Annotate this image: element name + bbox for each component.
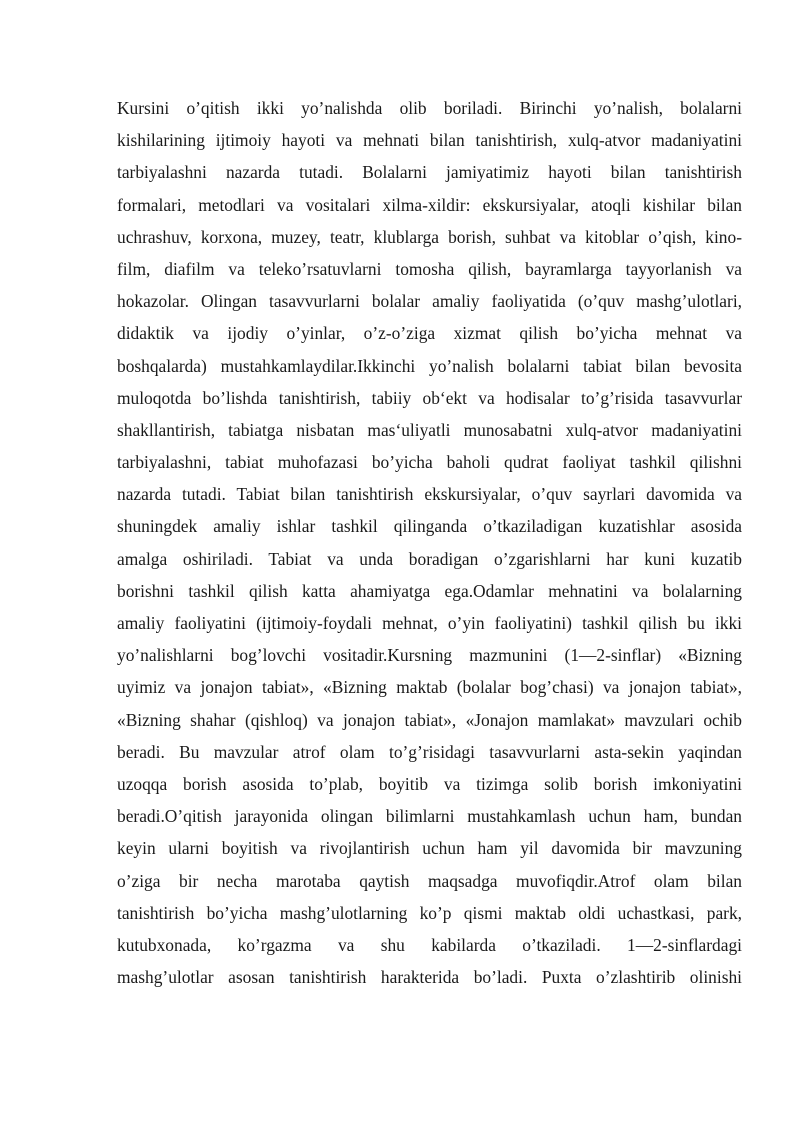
text-line: o’ziga bir necha marotaba qaytish maqsadga muvofiqdir.Atrof olam bilan xyxy=(117,870,742,891)
text-line: kishilarining ijtimoiy hayoti va mehnati bilan tanishtirish, xulq-atvor madaniyatini xyxy=(117,130,742,151)
text-line: boshqalarda) mustahkamlaydilar.Ikkinchi yo’nalish bolalarni tabiat bilan bevosita xyxy=(117,355,742,376)
text-line: mashg’ulotlar asosan tanishtirish harakterida bo’ladi. Puxta o’zlashtirib olinishi xyxy=(117,967,742,988)
text-line: tarbiyalashni nazarda tutadi. Bolalarni jamiyatimiz hayoti bilan tanishtirish xyxy=(117,162,742,183)
text-line: Kursini o’qitish ikki yo’nalishda olib boriladi. Birinchi yo’nalish, bolalarni xyxy=(117,98,742,118)
text-line: formalari, metodlari va vositalari xilma-xildir: ekskursiyalar, atoqli kishilar bilan xyxy=(117,194,742,215)
text-line: keyin ularni boyitish va rivojlantirish uchun ham yil davomida bir mavzuning xyxy=(117,838,742,859)
text-line: uchrashuv, korxona, muzey, teatr, klublarga borish, suhbat va kitoblar o’qish, kino- xyxy=(117,226,742,247)
text-line: beradi. Bu mavzular atrof olam to’g’risidagi tasavvurlarni asta-sekin yaqindan xyxy=(117,741,742,762)
text-line: muloqotda bo’lishda tanishtirish, tabiiy ob‘ekt va hodisalar to’g’risida tasavvurlar xyxy=(117,387,742,408)
text-line: amalga oshiriladi. Tabiat va unda boradigan o’zgarishlarni har kuni kuzatib xyxy=(117,548,742,569)
text-line: «Bizning shahar (qishloq) va jonajon tabiat», «Jonajon mamlakat» mavzulari ochib xyxy=(117,709,742,730)
text-line: hokazolar. Olingan tasavvurlarni bolalar amaliy faoliyatida (o’quv mashg’ulotlari, xyxy=(117,291,742,312)
text-line: tarbiyalashni, tabiat muhofazasi bo’yicha baholi qudrat faoliyat tashkil qilishni xyxy=(117,452,742,473)
text-line: uzoqqa borish asosida to’plab, boyitib va tizimga solib borish imkoniyatini xyxy=(117,773,742,794)
text-line: yo’nalishlarni bog’lovchi vositadir.Kursning mazmunini (1—2-sinflar) «Bizning xyxy=(117,645,742,666)
text-line: shakllantirish, tabiatga nisbatan mas‘uliyatli munosabatni xulq-atvor madaniyatini xyxy=(117,419,742,440)
text-line: kutubxonada, ko’rgazma va shu kabilarda o’tkaziladi. 1—2-sinflardagi xyxy=(117,934,742,955)
text-line: beradi.O’qitish jarayonida olingan bilimlarni mustahkamlash uchun ham, bundan xyxy=(117,806,742,827)
body-paragraph xyxy=(117,92,742,993)
text-line: didaktik va ijodiy o’yinlar, o’z-o’ziga xizmat qilish bo’yicha mehnat va xyxy=(117,323,742,344)
text-line: film, diafilm va teleko’rsatuvlarni tomosha qilish, bayramlarga tayyorlanish va xyxy=(117,258,742,279)
text-line: nazarda tutadi. Tabiat bilan tanishtirish ekskursiyalar, o’quv sayrlari davomida va xyxy=(117,484,742,505)
text-line: borishni tashkil qilish katta ahamiyatga ega.Odamlar mehnatini va bolalarning xyxy=(117,580,742,601)
text-line: tanishtirish bo’yicha mashg’ulotlarning ko’p qismi maktab oldi uchastkasi, park, xyxy=(117,902,742,923)
text-line: uyimiz va jonajon tabiat», «Bizning maktab (bolalar bog’chasi) va jonajon tabiat», xyxy=(117,677,742,698)
text-line: amaliy faoliyatini (ijtimoiy-foydali mehnat, o’yin faoliyatini) tashkil qilish bu ikki xyxy=(117,613,742,633)
text-line: shuningdek amaliy ishlar tashkil qilinganda o’tkaziladigan kuzatishlar asosida xyxy=(117,516,742,537)
